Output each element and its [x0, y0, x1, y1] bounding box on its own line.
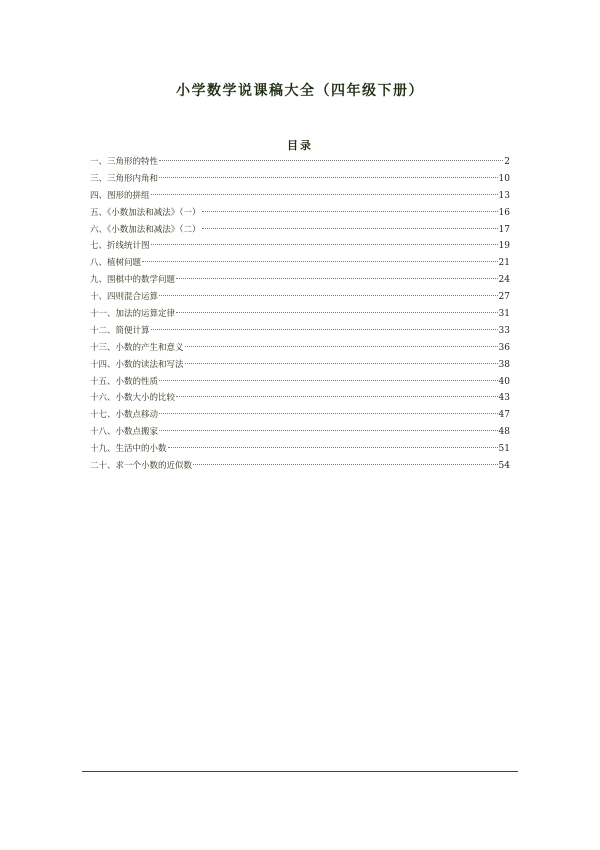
- toc-entry-page: 21: [498, 258, 510, 269]
- toc-leader-dots: [185, 363, 498, 364]
- toc-entry-page: 51: [498, 444, 510, 455]
- toc-entry-label: 十三、小数的产生和意义: [90, 342, 184, 353]
- toc-entry-page: 17: [498, 224, 510, 235]
- toc-entry-page: 33: [498, 325, 510, 336]
- footer-divider: [82, 771, 518, 772]
- toc-entry-page: 27: [498, 292, 510, 303]
- toc-leader-dots: [159, 380, 498, 381]
- toc-entry[interactable]: [90, 357, 510, 374]
- toc-entry[interactable]: [90, 222, 510, 239]
- toc-entry[interactable]: [90, 255, 510, 272]
- toc-entry-label: 五、《小数加法和减法》（一）: [90, 207, 201, 218]
- toc-leader-dots: [159, 430, 498, 431]
- toc-entry-page: 38: [498, 359, 510, 370]
- toc-leader-dots: [185, 346, 498, 347]
- toc-entry-label: 十五、小数的性质: [90, 376, 159, 387]
- toc-entry-label: 十、四则混合运算: [90, 292, 159, 303]
- toc-leader-dots: [176, 278, 498, 279]
- toc-entry-label: 一、三角形的特性: [90, 157, 159, 167]
- toc-entry-page: 54: [498, 461, 510, 472]
- toc-entry-page: 47: [498, 410, 510, 421]
- toc-leader-dots: [168, 447, 498, 448]
- toc-entry[interactable]: [90, 289, 510, 306]
- toc-leader-dots: [142, 261, 498, 262]
- toc-entry-label: 十六、小数大小的比较: [90, 393, 176, 404]
- toc-entry-page: 13: [498, 190, 510, 201]
- toc-entry-page: 16: [498, 207, 510, 218]
- toc-entry-label: 十八、小数点搬家: [90, 427, 159, 438]
- toc-leader-dots: [202, 228, 498, 229]
- toc-entry[interactable]: [90, 323, 510, 340]
- toc-entry[interactable]: [90, 407, 510, 424]
- toc-entry[interactable]: [90, 441, 510, 458]
- toc-entry[interactable]: [90, 390, 510, 407]
- toc-entry[interactable]: [90, 340, 510, 357]
- toc-entry[interactable]: [90, 374, 510, 391]
- toc-entry-label: 四、图形的拼组: [90, 190, 150, 201]
- toc-entry[interactable]: [90, 171, 510, 188]
- toc-entry[interactable]: [90, 154, 510, 171]
- toc-entry-label: 十七、小数点移动: [90, 410, 159, 421]
- toc-entry[interactable]: [90, 272, 510, 289]
- toc-entry-page: 43: [498, 393, 510, 404]
- table-of-contents: [90, 154, 510, 475]
- toc-entry-label: 六、《小数加法和减法》（二）: [90, 224, 201, 235]
- toc-entry-page: 2: [504, 157, 510, 167]
- toc-entry-page: 48: [498, 427, 510, 438]
- toc-entry-page: 10: [498, 173, 510, 184]
- toc-leader-dots: [151, 194, 498, 195]
- toc-entry-page: 40: [498, 376, 510, 387]
- toc-entry-label: 二十、求一个小数的近似数: [90, 461, 193, 472]
- toc-leader-dots: [176, 312, 498, 313]
- toc-entry-page: 36: [498, 342, 510, 353]
- toc-entry[interactable]: [90, 205, 510, 222]
- toc-leader-dots: [159, 160, 503, 161]
- toc-leader-dots: [202, 211, 498, 212]
- toc-leader-dots: [151, 329, 498, 330]
- toc-leader-dots: [159, 413, 498, 414]
- toc-entry[interactable]: [90, 424, 510, 441]
- toc-entry-label: 三、三角形内角和: [90, 173, 159, 184]
- toc-entry[interactable]: [90, 188, 510, 205]
- toc-entry-page: 24: [498, 275, 510, 286]
- toc-entry-label: 九、围棋中的数学问题: [90, 275, 176, 286]
- toc-entry[interactable]: [90, 238, 510, 255]
- toc-entry-label: 七、折线统计图: [90, 241, 150, 252]
- document-title: 小学数学说课稿大全（四年级下册）: [176, 83, 424, 99]
- toc-leader-dots: [151, 244, 498, 245]
- toc-leader-dots: [159, 177, 498, 178]
- toc-entry-page: 31: [498, 309, 510, 320]
- toc-leader-dots: [193, 464, 498, 465]
- toc-leader-dots: [176, 396, 498, 397]
- toc-leader-dots: [159, 295, 498, 296]
- toc-entry-page: 19: [498, 241, 510, 252]
- toc-entry-label: 八、植树问题: [90, 258, 142, 269]
- toc-entry-label: 十四、小数的读法和写法: [90, 359, 184, 370]
- toc-entry-label: 十二、简便计算: [90, 325, 150, 336]
- toc-entry-label: 十九、生活中的小数: [90, 444, 167, 455]
- toc-heading: 目录: [287, 139, 313, 152]
- toc-entry[interactable]: [90, 306, 510, 323]
- toc-entry[interactable]: [90, 458, 510, 475]
- toc-entry-label: 十一、加法的运算定律: [90, 309, 176, 320]
